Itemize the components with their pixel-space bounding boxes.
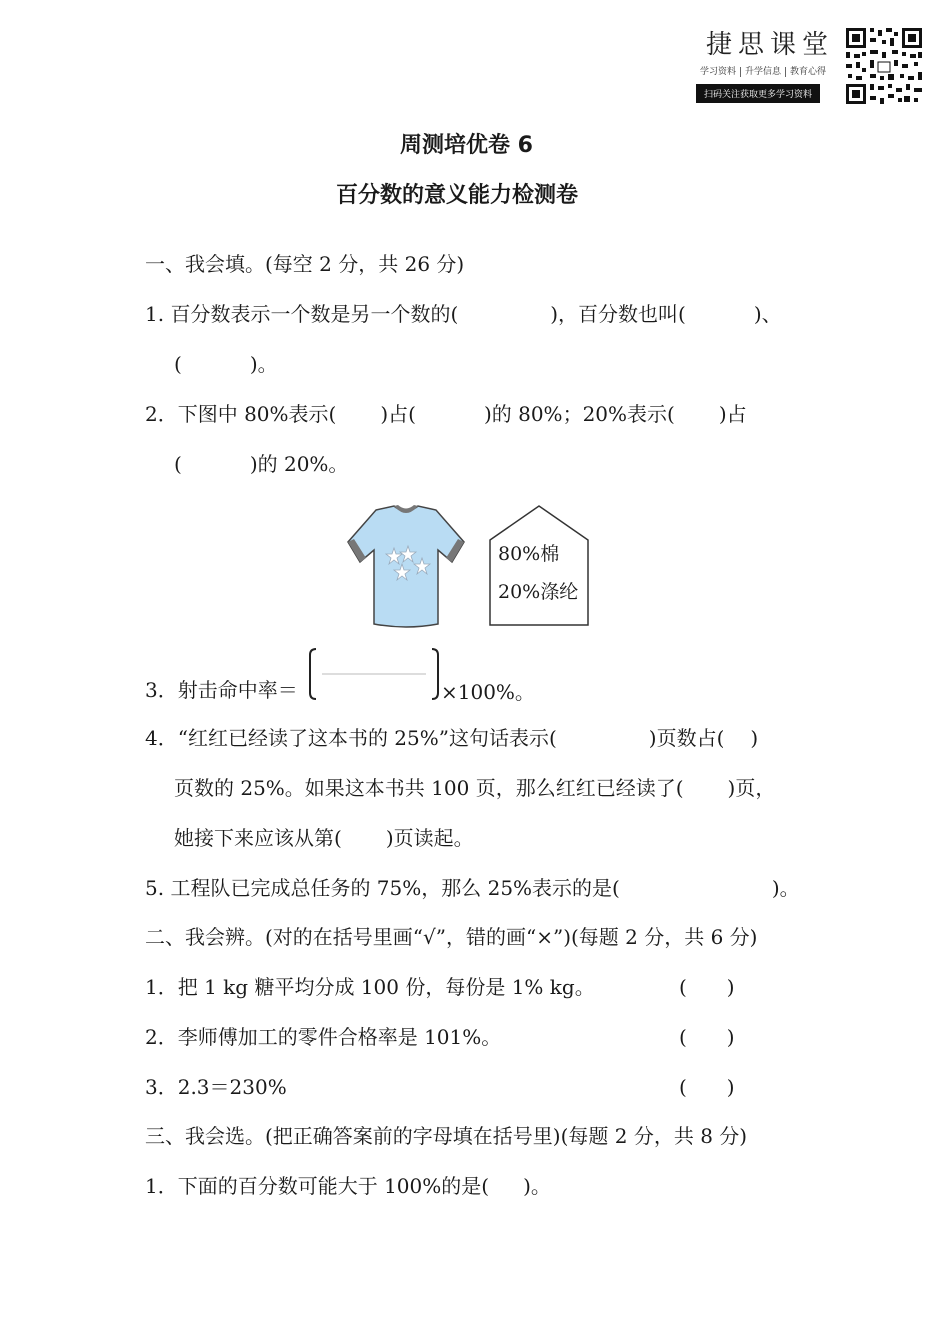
q2-text-c: )的 80%；20%表示( (483, 402, 675, 426)
question-4-line2 (174, 776, 775, 800)
q4-text-b: )页数占( (648, 726, 725, 750)
question-4-line3 (174, 826, 474, 850)
page-title: 周测培优卷 6 (400, 133, 533, 158)
q2-text-e: ( (174, 452, 182, 476)
label-cotton: 80%棉 (498, 543, 560, 565)
question-4-line1 (145, 726, 758, 750)
brand-name: 捷思课堂 (706, 30, 835, 60)
tshirt-icon (346, 502, 466, 630)
judge-blank-1[interactable]: ( ) (679, 975, 735, 999)
judge-item-3: 3．2.3＝230% (145, 1075, 287, 1099)
question-2-line1 (145, 402, 747, 426)
brand-link[interactable]: 教育心得 (790, 67, 827, 77)
q4-text-d: 页数的 25%。如果这本书共 100 页，那么红红已经读了( (174, 776, 684, 800)
q2-text-d: )占 (718, 402, 747, 426)
label-polyester: 20%涤纶 (498, 581, 579, 603)
q2-text-a: 2．下图中 80%表示( (145, 402, 337, 426)
fraction-blank[interactable] (306, 646, 442, 702)
question-3-suffix: ×100%。 (441, 680, 535, 704)
s3q1-text-a: 1．下面的百分数可能大于 100%的是( (145, 1174, 490, 1198)
q4-text-g: )页读起。 (385, 826, 474, 850)
question-5 (145, 876, 800, 900)
question-2-line2 (174, 452, 348, 476)
judge-item-1: 1．把 1 kg 糖平均分成 100 份，每份是 1% kg。 (145, 975, 595, 999)
q1-text-a: 1. 百分数表示一个数是另一个数的( (145, 302, 459, 326)
section2-heading: 二、我会辨。(对的在括号里画“√”，错的画“×”)(每题 2 分，共 6 分) (145, 925, 758, 949)
q5-text-a: 5. 工程队已完成总任务的 75%，那么 25%表示的是( (145, 876, 620, 900)
brand-link[interactable]: 升学信息 (741, 67, 786, 77)
judge-item-2: 2．李师傅加工的零件合格率是 101%。 (145, 1025, 502, 1049)
brand-link[interactable]: 学习资料 (696, 67, 741, 77)
q1-text-d: ( (174, 352, 182, 376)
q1-text-b: )，百分数也叫( (550, 302, 686, 326)
brand-slogan: 扫码关注获取更多学习资料 (696, 84, 820, 103)
q4-text-e: )页， (727, 776, 776, 800)
section1-heading: 一、我会填。(每空 2 分，共 26 分) (145, 252, 465, 276)
q4-text-f: 她接下来应该从第( (174, 826, 342, 850)
question-1-line2 (174, 352, 278, 376)
q1-text-e: )。 (249, 352, 278, 376)
q4-text-a: 4．“红红已经读了这本书的 25%”这句话表示( (145, 726, 557, 750)
question-1-line1 (145, 302, 782, 326)
brand-links (696, 64, 830, 77)
question-3-text: 3．射击命中率＝ (145, 678, 298, 702)
judge-blank-3[interactable]: ( ) (679, 1075, 735, 1099)
fabric-label-icon (488, 504, 590, 628)
judge-blank-2[interactable]: ( ) (679, 1025, 735, 1049)
q5-text-b: )。 (771, 876, 800, 900)
q2-text-b: )占( (380, 402, 416, 426)
q2-text-f: )的 20%。 (249, 452, 349, 476)
qr-code-icon[interactable] (844, 26, 924, 106)
q4-text-c: ) (750, 726, 759, 750)
section3-heading: 三、我会选。(把正确答案前的字母填在括号里)(每题 2 分，共 8 分) (145, 1124, 748, 1148)
q1-text-c: )、 (753, 302, 782, 326)
choice-question-1 (145, 1174, 551, 1198)
page-subtitle: 百分数的意义能力检测卷 (336, 183, 579, 208)
s3q1-text-b: )。 (523, 1174, 551, 1198)
